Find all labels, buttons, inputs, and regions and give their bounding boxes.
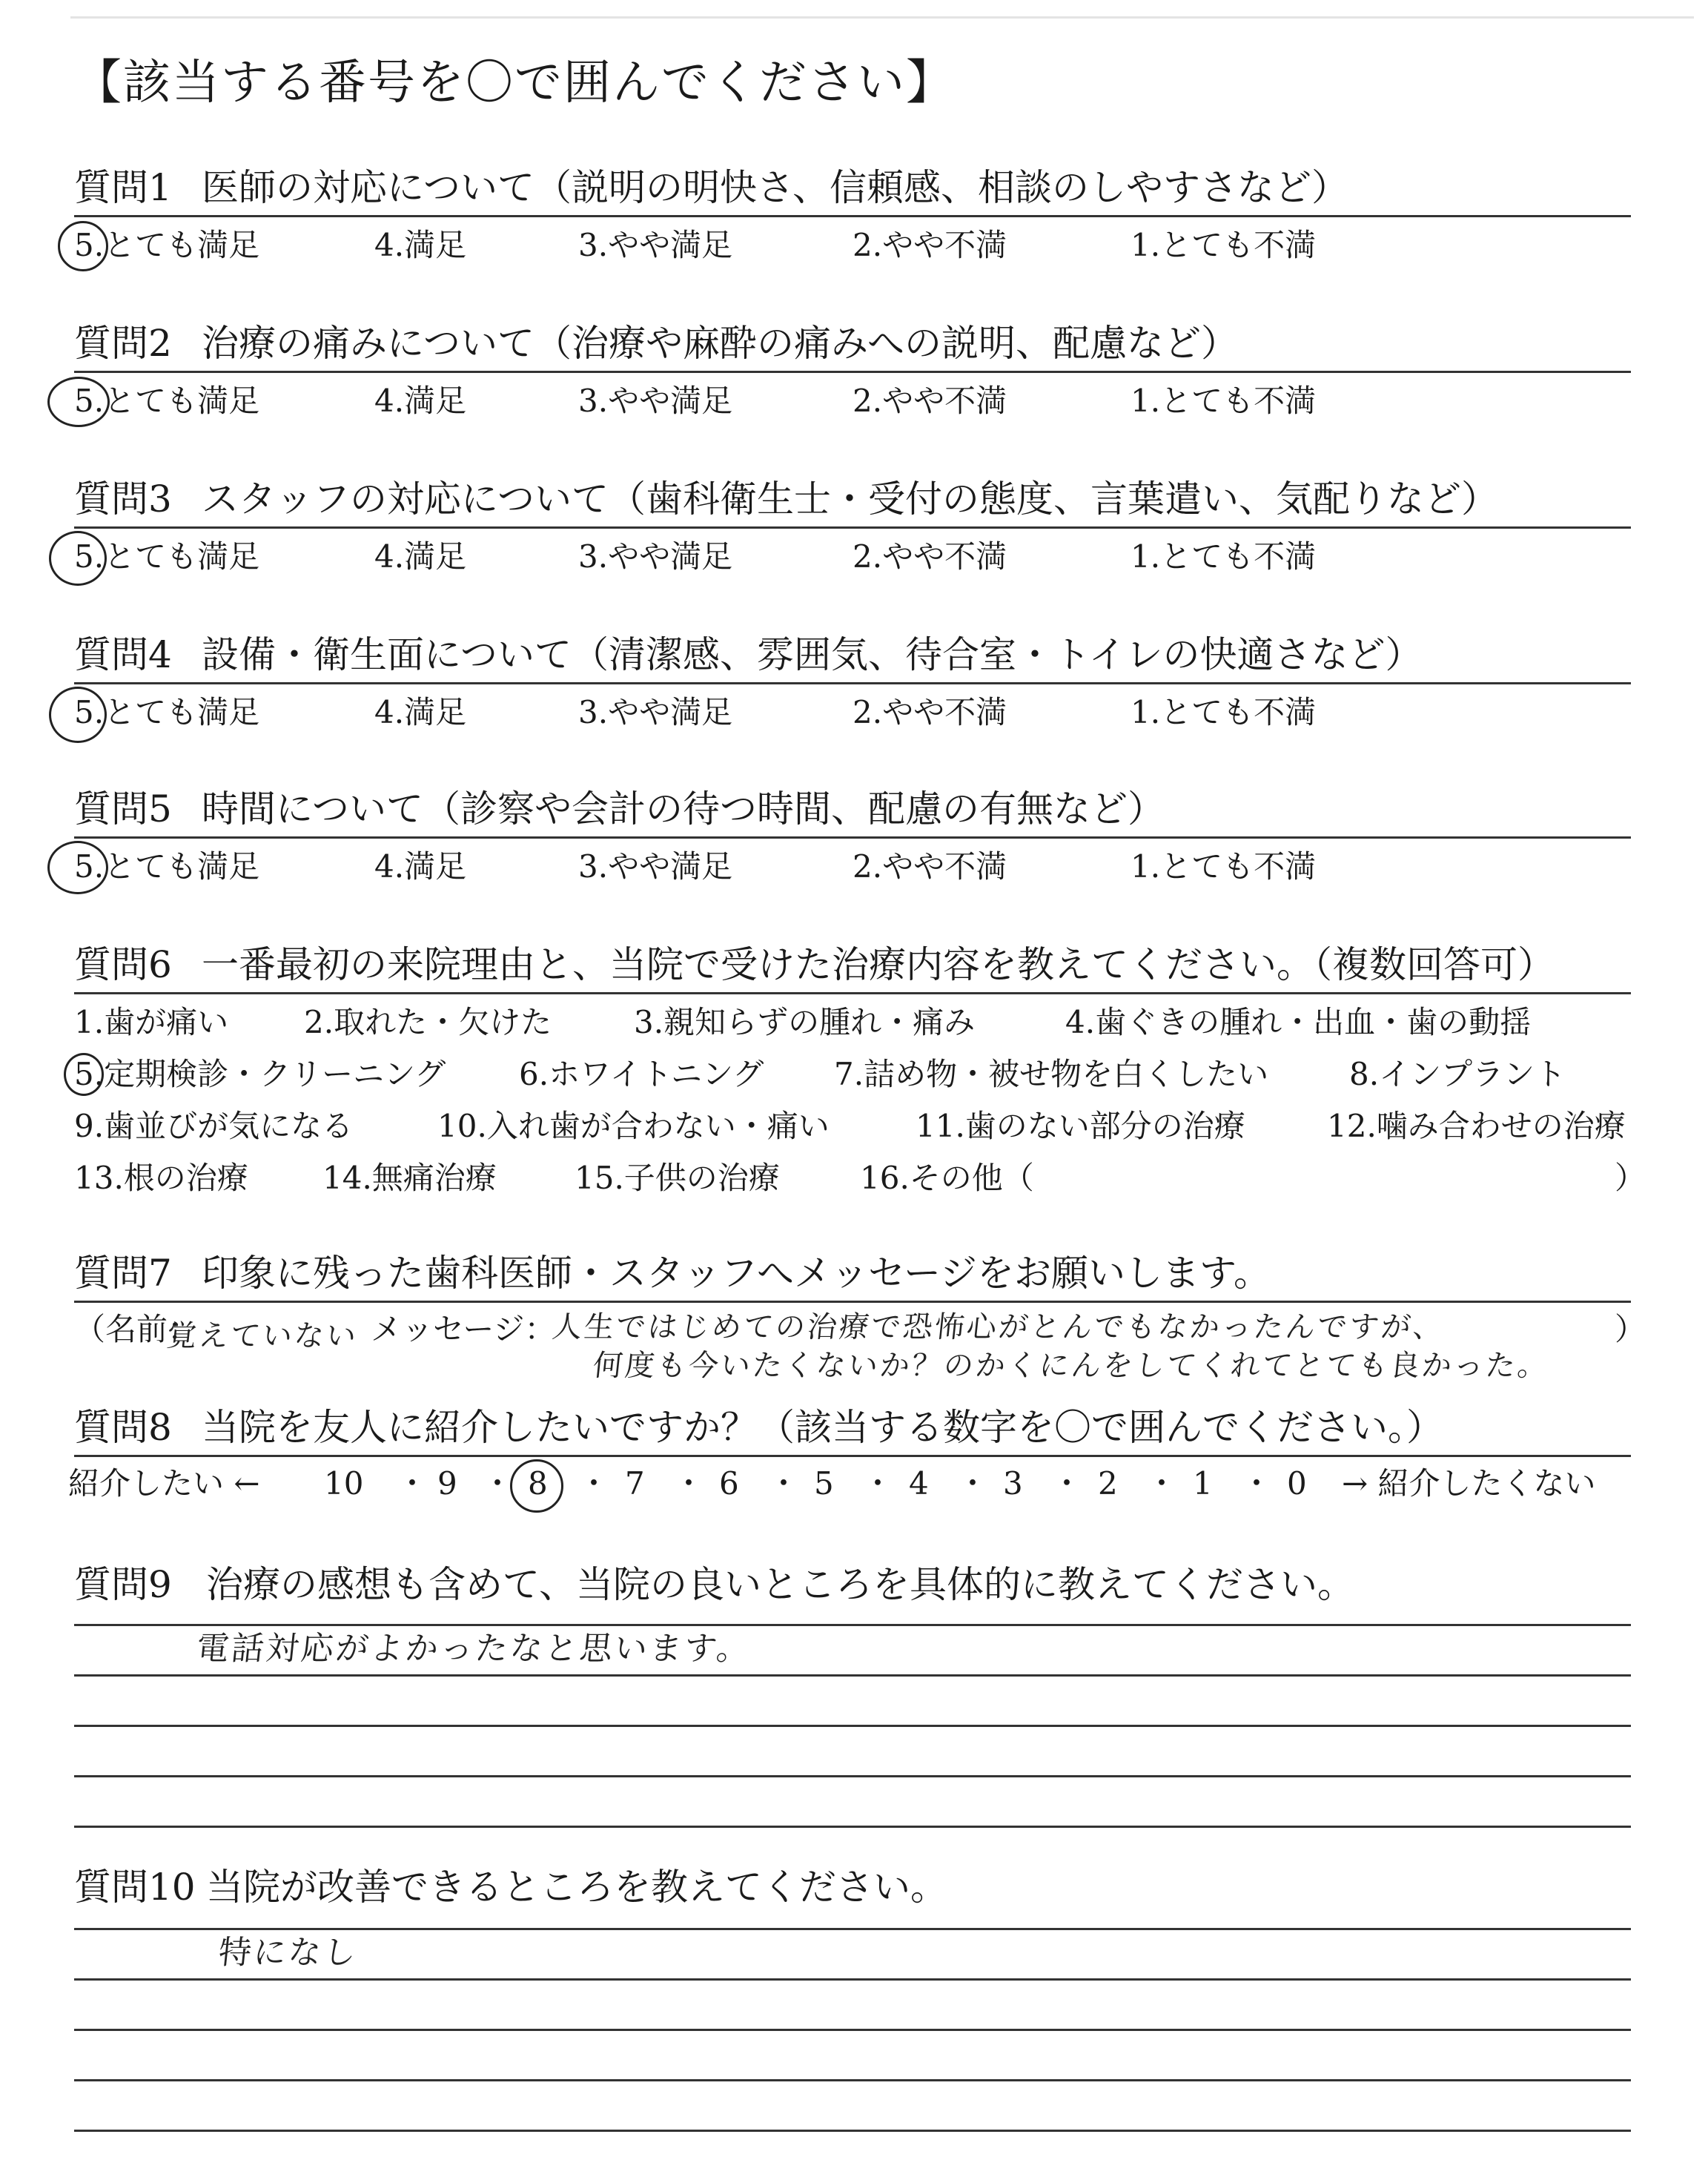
q8-score-1[interactable]: 1 bbox=[1193, 1465, 1213, 1502]
question-9-title bbox=[74, 1563, 1354, 1606]
q8-score-8[interactable]: 8 bbox=[528, 1465, 548, 1502]
q10-writing-line bbox=[74, 2079, 1631, 2081]
q8-score-7[interactable]: 7 bbox=[625, 1465, 645, 1502]
question-8-text: 当院を友人に紹介したいですか？（該当する数字を〇で囲んでください。） bbox=[202, 1406, 1443, 1449]
q2-option-3[interactable]: 3.やや満足 bbox=[578, 383, 733, 419]
q8-score-2[interactable]: 2 bbox=[1098, 1465, 1118, 1502]
q8-separator: ・ bbox=[957, 1465, 989, 1502]
q8-score-5[interactable]: 5 bbox=[814, 1465, 834, 1502]
question-4-title bbox=[74, 633, 1423, 676]
q7-message-line-1: 人生ではじめての治療で恐怖心がとんでもなかったんですが、 bbox=[550, 1310, 1447, 1344]
q6-option-12[interactable]: 12.噛み合わせの治療 bbox=[1327, 1108, 1626, 1144]
q7-name-answer: 覚えていない bbox=[165, 1319, 360, 1353]
q6-option-9[interactable]: 9.歯並びが気になる bbox=[74, 1108, 354, 1144]
q7-close-paren: ） bbox=[1615, 1311, 1646, 1347]
q1-selection-circle bbox=[58, 221, 108, 271]
q1-option-1[interactable]: 1.とても不満 bbox=[1131, 227, 1317, 263]
question-7-rule bbox=[74, 1301, 1631, 1303]
q2-selection-circle bbox=[47, 377, 110, 427]
question-5-number: 質問5 bbox=[74, 787, 172, 830]
question-6-title bbox=[74, 943, 1555, 986]
q4-option-1[interactable]: 1.とても不満 bbox=[1131, 694, 1317, 730]
q7-name-label: （名前： bbox=[74, 1311, 199, 1347]
q8-score-9[interactable]: 9 bbox=[437, 1465, 457, 1502]
q8-separator: ・ bbox=[397, 1465, 428, 1502]
q10-writing-line bbox=[74, 1928, 1631, 1930]
question-4-rule bbox=[74, 682, 1631, 684]
q9-answer: 電話対応がよかったなと思います。 bbox=[194, 1630, 754, 1668]
question-2-text: 治療の痛みについて（治療や麻酔の痛みへの説明、配慮など） bbox=[202, 322, 1238, 365]
q8-left-label: 紹介したい ← bbox=[68, 1465, 260, 1502]
question-7-text: 印象に残った歯科医師・スタッフへメッセージをお願いします。 bbox=[202, 1252, 1271, 1295]
q8-separator: ・ bbox=[1241, 1465, 1273, 1502]
q8-selection-circle bbox=[510, 1459, 563, 1513]
q2-option-5[interactable]: 5.とても満足 bbox=[74, 383, 260, 419]
q3-option-3[interactable]: 3.やや満足 bbox=[578, 538, 733, 575]
q6-option-16-close-paren: ） bbox=[1615, 1160, 1646, 1196]
q2-option-4[interactable]: 4.満足 bbox=[374, 383, 467, 419]
q3-selection-circle bbox=[49, 531, 107, 586]
q9-writing-line bbox=[74, 1674, 1631, 1677]
q4-option-3[interactable]: 3.やや満足 bbox=[578, 694, 733, 730]
q4-option-2[interactable]: 2.やや不満 bbox=[853, 694, 1007, 730]
q5-option-5[interactable]: 5.とても満足 bbox=[74, 848, 260, 885]
question-1-number: 質問1 bbox=[74, 166, 172, 209]
q6-option-4[interactable]: 4.歯ぐきの腫れ・出血・歯の動揺 bbox=[1065, 1004, 1532, 1040]
question-8-rule bbox=[74, 1455, 1631, 1457]
q5-selection-circle bbox=[47, 841, 108, 894]
q1-option-3[interactable]: 3.やや満足 bbox=[578, 227, 733, 263]
q6-option-10[interactable]: 10.入れ歯が合わない・痛い bbox=[437, 1108, 830, 1144]
q8-separator: ・ bbox=[673, 1465, 705, 1502]
question-1-text: 医師の対応について（説明の明快さ、信頼感、相談のしやすさなど） bbox=[202, 166, 1348, 209]
q6-option-5[interactable]: 5.定期検診・クリーニング bbox=[74, 1056, 446, 1092]
q6-option-8[interactable]: 8.インプラント bbox=[1349, 1056, 1566, 1092]
q6-option-13[interactable]: 13.根の治療 bbox=[74, 1160, 248, 1196]
q1-option-2[interactable]: 2.やや不満 bbox=[853, 227, 1007, 263]
question-2-number: 質問2 bbox=[74, 322, 172, 365]
q5-option-2[interactable]: 2.やや不満 bbox=[853, 848, 1007, 885]
page-header: 【該当する番号を〇で囲んでください】 bbox=[74, 56, 955, 110]
question-10-number: 質問10 bbox=[74, 1866, 196, 1909]
q8-separator: ・ bbox=[862, 1465, 894, 1502]
q10-writing-line bbox=[74, 2029, 1631, 2031]
q10-writing-line bbox=[74, 1978, 1631, 1981]
question-6-number: 質問6 bbox=[74, 943, 172, 986]
q8-right-label: → 紹介したくない bbox=[1342, 1465, 1596, 1502]
question-4-number: 質問4 bbox=[74, 633, 172, 676]
question-2-title bbox=[74, 322, 1238, 365]
question-3-text: スタッフの対応について（歯科衛生士・受付の態度、言葉遣い、気配りなど） bbox=[202, 478, 1498, 521]
q8-score-3[interactable]: 3 bbox=[1003, 1465, 1023, 1502]
q7-message-line-2: 何度も今いたくないか？のかくにんをしてくれてとても良かった。 bbox=[591, 1349, 1552, 1383]
q1-option-4[interactable]: 4.満足 bbox=[374, 227, 467, 263]
q10-answer: 特になし bbox=[216, 1934, 360, 1972]
question-3-rule bbox=[74, 526, 1631, 529]
q5-option-3[interactable]: 3.やや満足 bbox=[578, 848, 733, 885]
q8-separator: ・ bbox=[578, 1465, 610, 1502]
q8-separator: ・ bbox=[1146, 1465, 1178, 1502]
q6-option-6[interactable]: 6.ホワイトニング bbox=[519, 1056, 764, 1092]
question-5-text: 時間について（診察や会計の待つ時間、配慮の有無など） bbox=[202, 787, 1165, 830]
q5-option-1[interactable]: 1.とても不満 bbox=[1131, 848, 1317, 885]
q6-selection-circle bbox=[64, 1053, 104, 1096]
q4-option-5[interactable]: 5.とても満足 bbox=[74, 694, 260, 730]
q8-score-0[interactable]: 0 bbox=[1287, 1465, 1307, 1502]
question-5-rule bbox=[74, 836, 1631, 839]
q10-writing-line bbox=[74, 2130, 1631, 2132]
q6-option-11[interactable]: 11.歯のない部分の治療 bbox=[916, 1108, 1245, 1144]
q9-writing-line bbox=[74, 1775, 1631, 1777]
q6-option-15[interactable]: 15.子供の治療 bbox=[575, 1160, 780, 1196]
question-1-title bbox=[74, 166, 1348, 209]
question-8-number: 質問8 bbox=[74, 1406, 172, 1449]
question-2-rule bbox=[74, 371, 1631, 373]
question-9-number: 質問9 bbox=[74, 1563, 172, 1606]
question-3-number: 質問3 bbox=[74, 478, 172, 521]
q6-option-1[interactable]: 1.歯が痛い bbox=[74, 1004, 229, 1040]
question-3-title bbox=[74, 478, 1498, 521]
q2-option-1[interactable]: 1.とても不満 bbox=[1131, 383, 1317, 419]
q3-option-4[interactable]: 4.満足 bbox=[374, 538, 467, 575]
q3-option-1[interactable]: 1.とても不満 bbox=[1131, 538, 1317, 575]
q6-option-7[interactable]: 7.詰め物・被せ物を白くしたい bbox=[834, 1056, 1269, 1092]
question-9-text: 治療の感想も含めて、当院の良いところを具体的に教えてください。 bbox=[206, 1563, 1354, 1606]
q6-option-14[interactable]: 14.無痛治療 bbox=[322, 1160, 497, 1196]
q1-option-5[interactable]: 5.とても満足 bbox=[74, 227, 260, 263]
question-4-text: 設備・衛生面について（清潔感、雰囲気、待合室・トイレの快適さなど） bbox=[202, 633, 1423, 676]
q9-writing-line bbox=[74, 1826, 1631, 1828]
q9-writing-line bbox=[74, 1725, 1631, 1727]
q8-separator: ・ bbox=[1051, 1465, 1083, 1502]
q6-option-16[interactable]: 16.その他（ bbox=[860, 1160, 1034, 1196]
q6-option-3[interactable]: 3.親知らずの腫れ・痛み bbox=[634, 1004, 976, 1040]
question-5-title bbox=[74, 787, 1165, 830]
q8-separator: ・ bbox=[482, 1465, 514, 1502]
q4-option-4[interactable]: 4.満足 bbox=[374, 694, 467, 730]
question-6-text: 一番最初の来院理由と、当院で受けた治療内容を教えてください。（複数回答可） bbox=[202, 943, 1555, 986]
q7-message-label: メッセージ： bbox=[371, 1311, 556, 1347]
question-6-rule bbox=[74, 992, 1631, 994]
q3-option-5[interactable]: 5.とても満足 bbox=[74, 538, 260, 575]
question-10-text: 当院が改善できるところを教えてください。 bbox=[206, 1866, 947, 1909]
q6-option-2[interactable]: 2.取れた・欠けた bbox=[304, 1004, 552, 1040]
question-10-title bbox=[74, 1866, 947, 1909]
q9-writing-line bbox=[74, 1624, 1631, 1626]
q2-option-2[interactable]: 2.やや不満 bbox=[853, 383, 1007, 419]
question-1-rule bbox=[74, 215, 1631, 217]
q5-option-4[interactable]: 4.満足 bbox=[374, 848, 467, 885]
question-7-title bbox=[74, 1252, 1271, 1295]
q8-separator: ・ bbox=[768, 1465, 800, 1502]
q8-score-4[interactable]: 4 bbox=[909, 1465, 929, 1502]
q3-option-2[interactable]: 2.やや不満 bbox=[853, 538, 1007, 575]
question-8-title bbox=[74, 1406, 1443, 1449]
page-top-border bbox=[70, 16, 1694, 19]
question-7-number: 質問7 bbox=[74, 1252, 172, 1295]
q8-score-10[interactable]: 10 bbox=[324, 1465, 364, 1502]
q4-selection-circle bbox=[49, 687, 107, 743]
q8-score-6[interactable]: 6 bbox=[719, 1465, 739, 1502]
